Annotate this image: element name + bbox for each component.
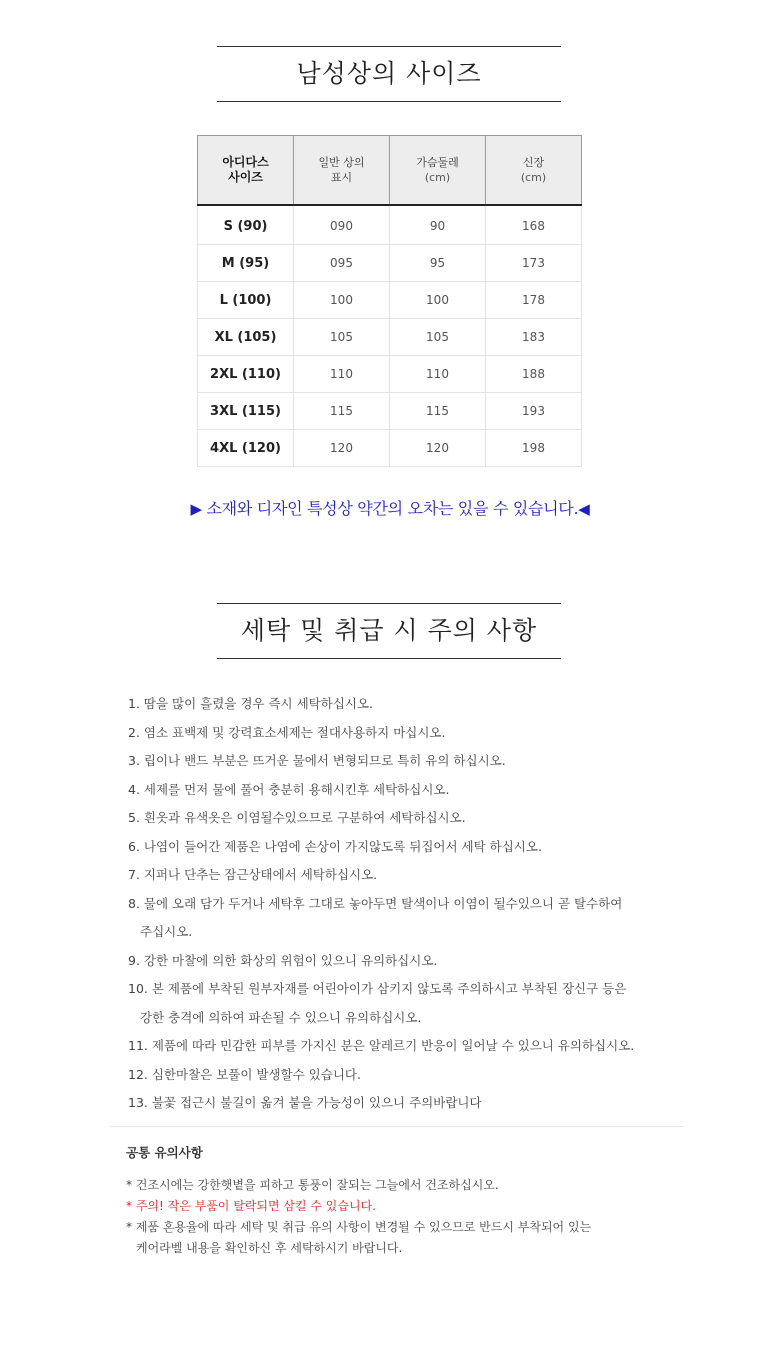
- cell-chest: 115: [390, 393, 486, 430]
- common-note-warning: * 주의! 작은 부품이 탈락되면 삼킬 수 있습니다.: [126, 1199, 376, 1213]
- cell-chest: 95: [390, 245, 486, 282]
- section-divider: [110, 1126, 683, 1127]
- cell-general: 095: [294, 245, 390, 282]
- list-item: 8. 물에 오래 담가 두거나 세탁후 그대로 놓아두면 탈색이나 이염이 될수있으니 곧 탈수하여 주십시오.: [128, 895, 623, 939]
- cell-general: 110: [294, 356, 390, 393]
- header-general-size: 일반 상의 표시: [294, 136, 390, 206]
- care-instructions-list: [128, 690, 688, 1118]
- cell-height: 183: [486, 319, 582, 356]
- cell-size: 4XL (120): [198, 430, 294, 467]
- cell-size: 3XL (115): [198, 393, 294, 430]
- size-table-header-row: [198, 136, 582, 206]
- list-item: 5. 흰옷과 유색옷은 이염될수있으므로 구분하여 세탁하십시오.: [128, 810, 466, 825]
- cell-height: 168: [486, 205, 582, 245]
- list-item: 12. 심한마찰은 보풀이 발생할수 있습니다.: [128, 1066, 361, 1082]
- cell-chest: 90: [390, 205, 486, 245]
- common-notes: [126, 1143, 686, 1259]
- cell-size: XL (105): [198, 319, 294, 356]
- table-row: [198, 393, 582, 430]
- size-section-title-text: 남성상의 사이즈: [296, 59, 482, 88]
- cell-general: 100: [294, 282, 390, 319]
- list-item: 1. 땀을 많이 흘렸을 경우 즉시 세탁하십시오.: [128, 696, 374, 711]
- table-row: [198, 245, 582, 282]
- left-triangle-icon: ◀: [578, 500, 590, 518]
- cell-chest: 100: [390, 282, 486, 319]
- cell-size: S (90): [198, 205, 294, 245]
- cell-chest: 120: [390, 430, 486, 467]
- table-row: [198, 319, 582, 356]
- size-tolerance-notice: [0, 496, 780, 519]
- common-notes-title: 공통 유의사항: [126, 1145, 203, 1160]
- list-item: 4. 세제를 먼저 물에 풀어 충분히 용해시킨후 세탁하십시오.: [128, 781, 450, 797]
- list-item: 2. 염소 표백제 및 강력효소세제는 절대사용하지 마십시오.: [128, 724, 446, 740]
- notice-text: 소재와 디자인 특성상 약간의 오차는 있을 수 있습니다.: [201, 499, 579, 518]
- cell-size: L (100): [198, 282, 294, 319]
- cell-general: 115: [294, 393, 390, 430]
- size-table: [197, 135, 582, 467]
- common-note-item: * 제품 혼용율에 따라 세탁 및 취급 유의 사항이 변경될 수 있으므로 반드시 부착되어 있는 케어라벨 내용을 확인하신 후 세탁하시기 바랍니다.: [126, 1220, 592, 1255]
- list-item: 6. 나염이 들어간 제품은 나염에 손상이 가지않도록 뒤집어서 세탁 하십시오.: [128, 838, 542, 854]
- cell-height: 193: [486, 393, 582, 430]
- table-row: [198, 430, 582, 467]
- size-section-title: [217, 46, 561, 102]
- cell-chest: 105: [390, 319, 486, 356]
- table-row: [198, 356, 582, 393]
- table-row: [198, 282, 582, 319]
- list-item: 7. 지퍼나 단추는 잠근상태에서 세탁하십시오.: [128, 867, 378, 882]
- cell-height: 198: [486, 430, 582, 467]
- cell-chest: 110: [390, 356, 486, 393]
- care-section-title: [217, 603, 561, 659]
- cell-height: 173: [486, 245, 582, 282]
- list-item: 3. 립이나 밴드 부분은 뜨거운 물에서 변형되므로 특히 유의 하십시오.: [128, 753, 506, 768]
- cell-size: M (95): [198, 245, 294, 282]
- list-item: 11. 제품에 따라 민감한 피부를 가지신 분은 알레르기 반응이 일어날 수 있으니 유의하십시오.: [128, 1038, 635, 1053]
- header-height: 신장 (cm): [486, 136, 582, 206]
- care-section-title-text: 세탁 및 취급 시 주의 사항: [240, 616, 538, 645]
- cell-general: 090: [294, 205, 390, 245]
- cell-general: 105: [294, 319, 390, 356]
- cell-height: 188: [486, 356, 582, 393]
- cell-size: 2XL (110): [198, 356, 294, 393]
- cell-general: 120: [294, 430, 390, 467]
- header-chest: 가슴둘레 (cm): [390, 136, 486, 206]
- common-note-item: * 건조시에는 강한햇볕을 피하고 통풍이 잘되는 그늘에서 건조하십시오.: [126, 1178, 499, 1192]
- cell-height: 178: [486, 282, 582, 319]
- list-item: 13. 불꽃 접근시 불길이 옮겨 붙을 가능성이 있으니 주의바랍니다: [128, 1095, 482, 1110]
- right-triangle-icon: ▶: [190, 500, 202, 518]
- table-row: [198, 205, 582, 245]
- list-item: 9. 강한 마찰에 의한 화상의 위험이 있으니 유의하십시오.: [128, 952, 438, 968]
- list-item: 10. 본 제품에 부착된 원부자재를 어린아이가 삼키지 않도록 주의하시고 부착된 장신구 등은 강한 충격에 의하여 파손될 수 있으니 유의하십시오.: [128, 981, 627, 1025]
- header-adidas-size: 아디다스 사이즈: [198, 136, 294, 206]
